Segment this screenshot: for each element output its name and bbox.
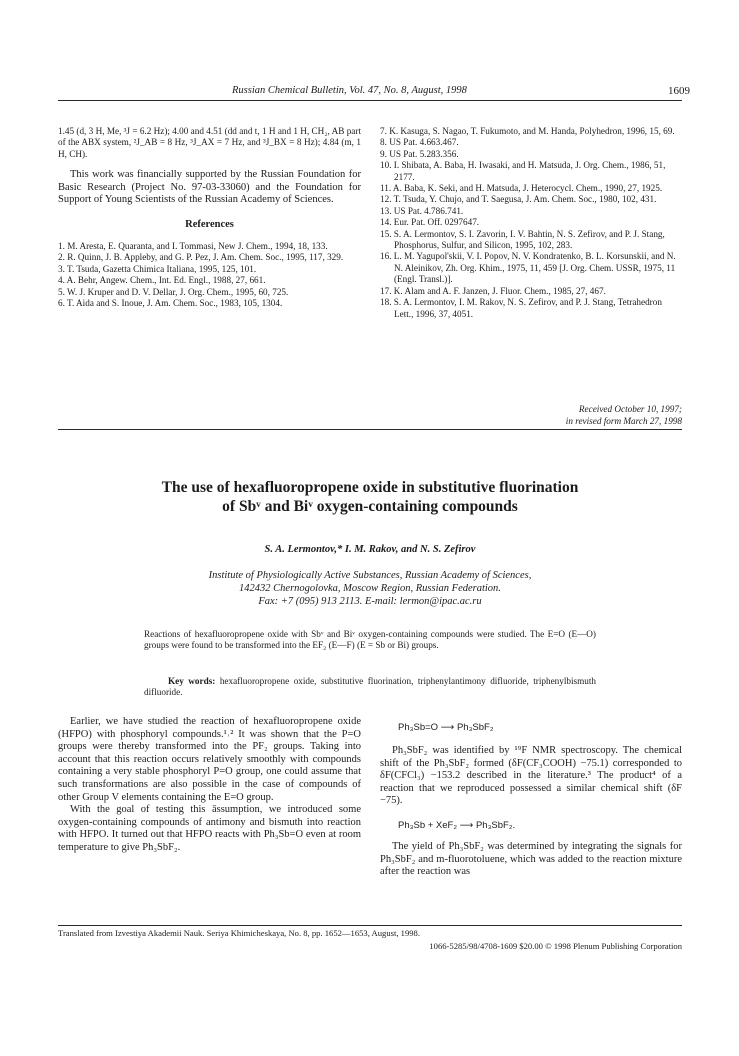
keywords-text: hexafluoropropene oxide, substitutive fluorination, triphenylantimony difluoride, triphenylbismuth difluoride. xyxy=(144,676,596,698)
article-separator-rule xyxy=(58,429,682,430)
keywords xyxy=(144,676,596,699)
affiliation-line-1: Institute of Physiologically Active Substances, Russian Academy of Sciences, xyxy=(208,570,532,581)
reference-item: 2. R. Quinn, J. B. Appleby, and G. P. Pez, J. Am. Chem. Soc., 1995, 117, 329. xyxy=(58,252,344,263)
reference-item: 6. T. Aida and S. Inoue, J. Am. Chem. Soc., 1983, 105, 1304. xyxy=(58,298,283,309)
running-header: Russian Chemical Bulletin, Vol. 47, No. 8, August, 1998 xyxy=(232,85,467,96)
reference-item: 18. S. A. Lermontov, I. M. Rakov, N. S. Zefirov, and P. J. Stang, Tetrahedron Lett., 1996, 37, 4051. xyxy=(380,297,662,319)
article-left-column xyxy=(58,716,361,855)
reference-item: 15. S. A. Lermontov, S. I. Zavorin, I. V. Bahtin, N. S. Zefirov, and P. J. Stang, Phosphorus, Sulfur, and Silicon, 1995, 102, 283. xyxy=(380,228,665,251)
reference-item: 10. I. Shibata, A. Baba, H. Iwasaki, and H. Matsuda, J. Org. Chem., 1986, 51, 2177. xyxy=(380,160,666,182)
header-rule xyxy=(58,100,682,101)
body-paragraph: Earlier, we have studied the reaction of hexafluoropropene oxide (HFPO) with phosphoryl compounds.¹˒² It was shown that the P=O groups were thereby transformed into the PF₂ groups. Taking into account that this reaction occurs relatively smoothly with compounds containing a very stable phosphoryl P=O group, one could assume that such transformations are also possible in the case of compounds of other Group V elements containing the E=O group. xyxy=(58,716,361,803)
reference-item: 3. T. Tsuda, Gazetta Chimica Italiana, 1995, 125, 101. xyxy=(58,263,257,274)
reaction-scheme-1: Ph₃Sb=O ⟶ Ph₃SbF₂ xyxy=(398,722,494,733)
revised-date: in revised form March 27, 1998 xyxy=(565,416,682,426)
references-heading: References xyxy=(185,219,234,230)
prev-right-column xyxy=(380,126,682,320)
footer-rule xyxy=(58,925,682,926)
affiliation-line-2: 142432 Chernogolovka, Moscow Region, Russian Federation. xyxy=(239,583,501,594)
page-number: 1609 xyxy=(668,85,690,97)
reference-item: 11. A. Baba, K. Seki, and H. Matsuda, J. Heterocycl. Chem., 1990, 27, 1925. xyxy=(380,183,663,194)
article-title xyxy=(58,478,682,516)
translation-note: Translated from Izvestiya Akademii Nauk. Seriya Khimicheskaya, No. 8, pp. 1652—1653, August, 1998. xyxy=(58,928,420,938)
reference-item: 12. T. Tsuda, Y. Chujo, and T. Saegusa, J. Am. Chem. Soc., 1980, 102, 431. xyxy=(380,194,657,205)
body-paragraph: Ph₃SbF₂ was identified by ¹⁹F NMR spectroscopy. The chemical shift of the Ph₃SbF₂ formed (δF(CF₃COOH) −75.1) corresponded to δF(CFCl₃) −153.2 described in the literature.³ The product⁴ of a reaction that we reproduced possessed a similar chemical shift (δF −75). xyxy=(380,745,682,807)
prev-left-column xyxy=(58,126,361,309)
received-date: Received October 10, 1997; xyxy=(578,404,682,414)
reference-item: 16. L. M. Yagupol'skii, V. I. Popov, N. V. Kondratenko, B. L. Korsunskii, and N. N. Aleinikov, Zh. Org. Khim., 1975, 11, 459 [J. Org. Chem. USSR, 1975, 11 (Engl. Transl.)]. xyxy=(380,251,676,285)
reference-item: 1. M. Aresta, E. Quaranta, and I. Tommasi, New J. Chem., 1994, 18, 133. xyxy=(58,241,328,251)
reference-item: 4. A. Behr, Angew. Chem., Int. Ed. Engl., 1988, 27, 661. xyxy=(58,275,266,286)
body-paragraph: With the goal of testing this āssumption, we introduced some oxygen-containing compounds of antimony and bismuth into reaction with HFPO. It turned out that HFPO reacts with Ph₃Sb=O even at room temperature to give Ph₃SbF₂. xyxy=(58,804,361,853)
reference-item: 8. US Pat. 4.663.467. xyxy=(380,137,459,148)
nmr-data-text: 1.45 (d, 3 H, Me, ³J = 6.2 Hz); 4.00 and 4.51 (dd and t, 1 H and 1 H, CH₂, AB part of the ABX system, ²J_AB = 8 Hz, ³J_AX = 7 Hz, and ³J_BX = 8 Hz); 4.84 (m, 1 H, CH). xyxy=(58,126,361,159)
reference-item: 5. W. J. Kruper and D. V. Dellar, J. Org. Chem., 1995, 60, 725. xyxy=(58,286,289,297)
acknowledgment-paragraph: This work was financially supported by the Russian Foundation for Basic Research (Project No. 97-03-33060) and the Foundation for Support of Young Scientists of the Russian Academy of Sciences. xyxy=(58,169,361,206)
reaction-scheme-2: Ph₃Sb + XeF₂ ⟶ Ph₃SbF₂. xyxy=(398,819,516,831)
article-title-line-2: of Sbᵛ and Biᵛ oxygen-containing compounds xyxy=(222,498,518,515)
reference-item: 13. US Pat. 4.786.741. xyxy=(380,205,464,216)
affiliation xyxy=(58,569,682,608)
abstract: Reactions of hexafluoropropene oxide with Sbᵛ and Biᵛ oxygen-containing compounds were studied. The E=O (E—O) groups were found to be transformed into the EF₂ (E—F) (E = Sb or Bi) groups. xyxy=(144,629,596,651)
reference-item: 7. K. Kasuga, S. Nagao, T. Fukumoto, and M. Handa, Polyhedron, 1996, 15, 69. xyxy=(380,126,675,136)
copyright-line: 1066-5285/98/4708-1609 $20.00 © 1998 Plenum Publishing Corporation xyxy=(429,941,682,951)
body-paragraph: The yield of Ph₃SbF₂ was determined by integrating the signals for Ph₃SbF₂ and m-fluorotoluene, which was added to the reaction mixture after the reaction was xyxy=(380,840,682,878)
affiliation-line-3: Fax: +7 (095) 913 2113. E-mail: lermon@ipac.ac.ru xyxy=(258,596,482,607)
keywords-label: Key words: xyxy=(168,676,216,686)
references-list-left xyxy=(58,241,361,309)
reference-item: 14. Eur. Pat. Off. 0297647. xyxy=(380,217,480,228)
authors: S. A. Lermontov,* I. M. Rakov, and N. S. Zefirov xyxy=(264,544,476,555)
article-title-line-1: The use of hexafluoropropene oxide in substitutive fluorination xyxy=(161,479,579,496)
article-right-column xyxy=(380,716,682,879)
reference-item: 17. K. Alam and A. F. Janzen, J. Fluor. Chem., 1985, 27, 467. xyxy=(380,285,606,296)
reference-item: 9. US Pat. 5.283.356. xyxy=(380,148,459,159)
